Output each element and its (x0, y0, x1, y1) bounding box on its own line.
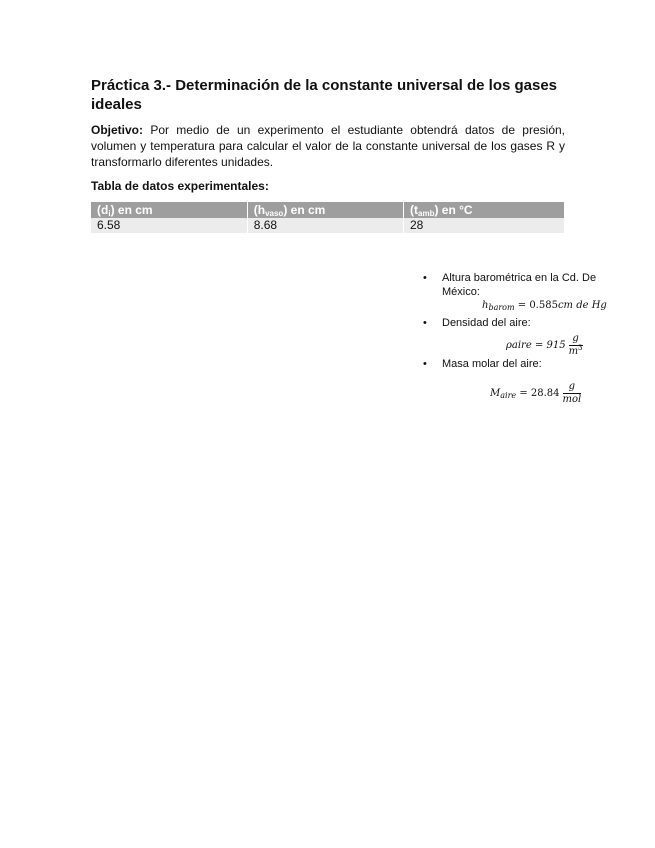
objective-text: Por medio de un experimento el estudiante obtendrá datos de presión, volumen y temperatura para calcular el valor de la constante universal de los gases R y transformarlo diferentes unidades. (91, 123, 565, 169)
table-header-row (91, 202, 565, 218)
page-title: Práctica 3.- Determinación de la constante universal de los gases ideales (91, 77, 558, 113)
bullet-text-density: Densidad del aire: (442, 317, 531, 329)
list-item (423, 357, 615, 371)
bullet-text-barometric: Altura barométrica en la Cd. De México: (442, 272, 597, 298)
header-height: $(h_{vaso})$ en cm (247, 202, 403, 218)
formula-air-molar-mass: $M_{aire} = 28.84$ $\frac{g}{\text{mol}}$ (490, 381, 582, 405)
cell-height: 8.68 (247, 218, 403, 233)
objective-label: Objetivo: (91, 123, 144, 137)
table-heading: Tabla de datos experimentales: (91, 179, 269, 193)
table-row (91, 218, 565, 233)
header-temperature: $(t_{amb})$ en °C (404, 202, 565, 218)
bullet-icon: • (423, 272, 427, 284)
data-table (91, 202, 565, 233)
formula-barometric-height: $h_{barom} = 0.585cm$ de Hg (482, 300, 607, 312)
list-item (423, 316, 615, 330)
bullet-icon: • (423, 358, 427, 370)
cell-temperature: 28 (404, 218, 565, 233)
cell-diameter: 6.58 (91, 218, 247, 233)
bullet-text-molar-mass: Masa molar del aire: (442, 358, 542, 370)
objective-paragraph (91, 122, 565, 170)
bullet-icon: • (423, 317, 427, 329)
list-item (423, 271, 615, 299)
formula-air-density: ρaire = 915 $\frac{g}{m^3}$ (506, 333, 583, 357)
header-diameter: $(d_i)$ en cm (91, 202, 247, 218)
